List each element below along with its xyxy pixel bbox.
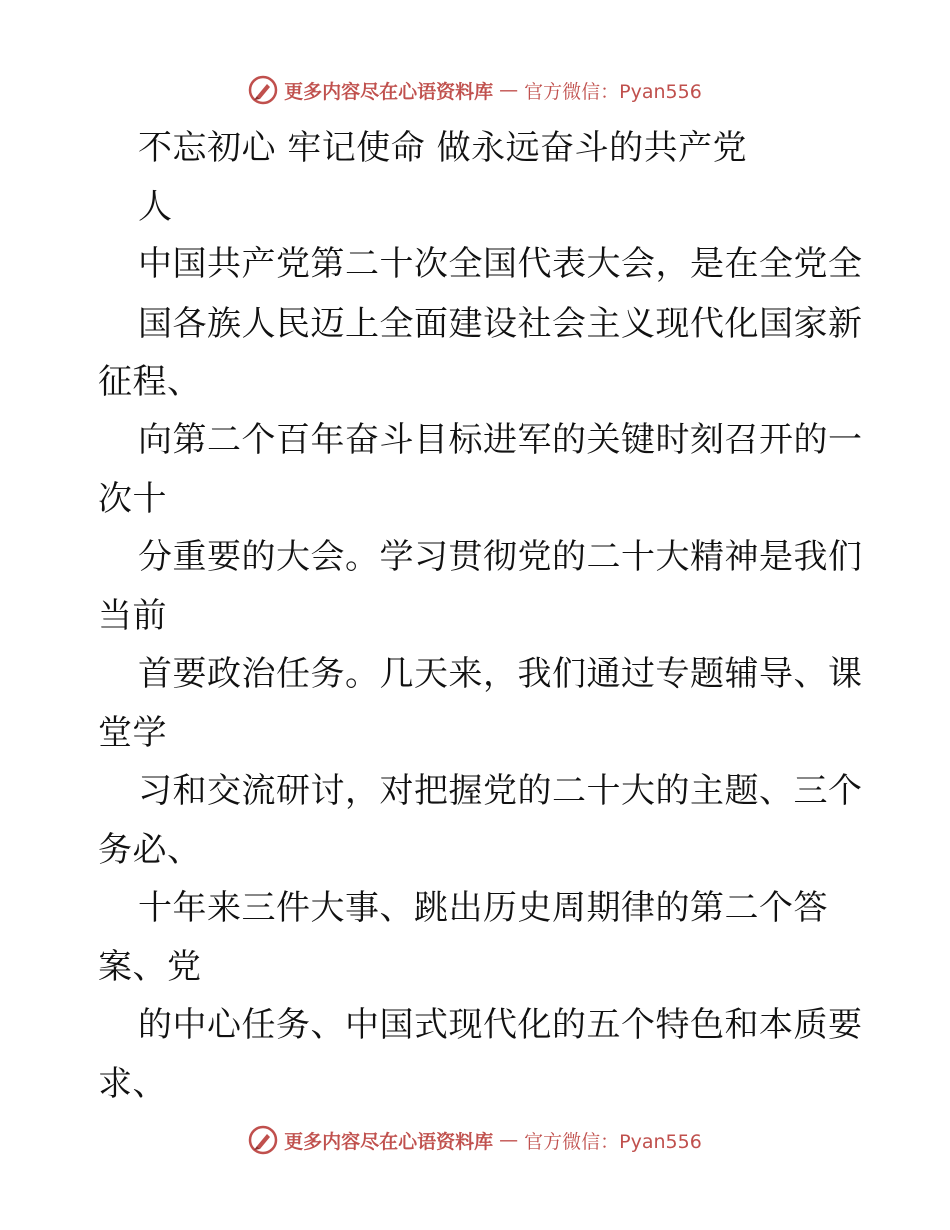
doc-line: 国各族人民迈上全面建设社会主义现代化国家新: [138, 304, 863, 344]
banner-brand-text: 更多内容尽在心语资料库: [284, 80, 494, 103]
doc-line: 不忘初心 牢记使命 做永远奋斗的共产党: [138, 128, 748, 168]
doc-line: 向第二个百年奋斗目标进军的关键时刻召开的一: [138, 420, 863, 460]
banner-brand-text: 更多内容尽在心语资料库: [284, 1130, 494, 1153]
doc-line: 当前: [98, 596, 167, 636]
banner-wechat-text: 官方微信：Pyan556: [524, 80, 702, 103]
doc-line: 首要政治任务。几天来，我们通过专题辅导、课: [138, 654, 863, 694]
doc-line: 求、: [98, 1064, 167, 1104]
doc-line: 案、党: [98, 947, 202, 987]
doc-line: 征程、: [98, 362, 202, 402]
doc-line: 习和交流研讨，对把握党的二十大的主题、三个: [138, 771, 863, 811]
doc-line: 次十: [98, 479, 167, 519]
header-banner: [0, 70, 950, 110]
doc-line: 务必、: [98, 830, 202, 870]
doc-line: 人: [138, 187, 173, 227]
banner-separator: —: [499, 79, 519, 101]
doc-line: 堂学: [98, 713, 167, 753]
banner-separator: —: [499, 1129, 519, 1151]
doc-line: 分重要的大会。学习贯彻党的二十大精神是我们: [138, 537, 863, 577]
doc-line: 十年来三件大事、跳出历史周期律的第二个答: [138, 888, 828, 928]
banner-wechat-text: 官方微信：Pyan556: [524, 1130, 702, 1153]
pen-logo-icon: [248, 1125, 278, 1155]
doc-line: 中国共产党第二十次全国代表大会，是在全党全: [138, 244, 863, 284]
footer-banner: [0, 1120, 950, 1160]
pen-logo-icon: [248, 75, 278, 105]
doc-line: 的中心任务、中国式现代化的五个特色和本质要: [138, 1005, 863, 1045]
